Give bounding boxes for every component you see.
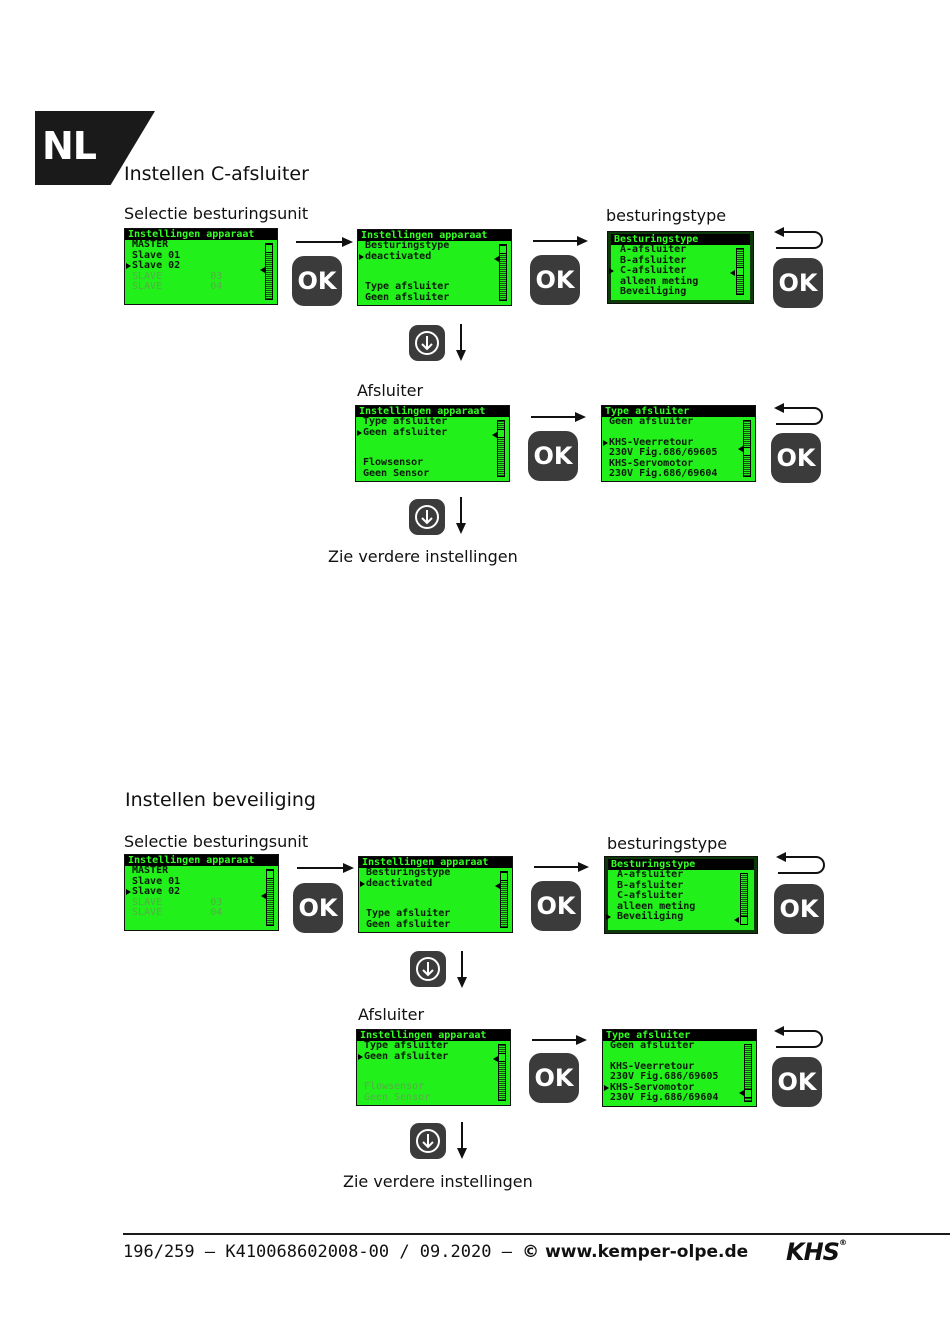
arrow-down-icon: [420, 960, 436, 978]
lcd-row: Type afsluiter: [364, 1040, 449, 1051]
lcd-row-selected: Geen afsluiter: [357, 1052, 510, 1063]
lcd-row: B-afsluiter: [620, 254, 687, 266]
lcd-device-settings: [358, 856, 513, 933]
lcd-row: Besturingstype: [365, 240, 450, 251]
lcd-row: Type afsluiter: [366, 908, 451, 919]
lcd-row-selected: C-afsluiter: [608, 266, 753, 277]
ok-button[interactable]: OK: [772, 1057, 822, 1107]
caption-valve: Afsluiter: [357, 381, 424, 400]
lcd-valve-type: [601, 405, 756, 482]
lcd-control-type: [604, 856, 758, 934]
cursor-marker-icon: [730, 270, 735, 276]
lcd-row-selected: Slave 02: [125, 887, 278, 898]
footer: [123, 1242, 748, 1262]
lcd-row: Beveiliging: [620, 286, 687, 297]
lcd-row-selected: KHS-Servomotor: [603, 1083, 756, 1094]
down-key[interactable]: [410, 1123, 446, 1159]
lcd-row: Geen Sensor: [364, 1091, 431, 1103]
cursor-marker-icon: [495, 883, 500, 889]
caption-select-unit: Selectie besturingsunit: [124, 832, 309, 851]
caption-control-type: besturingstype: [606, 206, 727, 225]
footer-page-info: 196/259 – K410068602008-00 / 09.2020 –: [123, 1242, 523, 1262]
caption-control-type: besturingstype: [607, 834, 728, 853]
arrow-down-icon: [455, 951, 469, 989]
ok-button[interactable]: OK: [292, 256, 342, 306]
lcd-device-settings: [357, 229, 512, 306]
lcd-row: 230V Fig.686/69604: [609, 468, 718, 479]
cursor-marker-icon: [738, 446, 743, 452]
footer-url[interactable]: © www.kemper-olpe.de: [522, 1242, 749, 1262]
lcd-row: SLAVE 04: [132, 907, 223, 918]
lcd-row: A-afsluiter: [620, 244, 687, 255]
ok-button[interactable]: OK: [530, 255, 580, 305]
lcd-row: 230V Fig.686/69605: [609, 447, 718, 458]
lcd-row-selected: Slave 02: [125, 261, 277, 272]
return-arrow-icon: [776, 850, 830, 876]
lcd-row: Type afsluiter: [363, 416, 448, 427]
scrollbar-icon: [499, 244, 507, 301]
arrow-down-icon: [419, 508, 435, 526]
cursor-marker-icon: [739, 1090, 744, 1096]
lcd-row: 230V Fig.686/69605: [610, 1071, 719, 1082]
arrow-right-icon: [533, 235, 589, 247]
lcd-row: KHS-Veerretour: [610, 1060, 695, 1072]
lcd-row: Flowsensor: [363, 457, 424, 468]
return-arrow-icon: [774, 401, 828, 427]
lcd-row-selected: deactivated: [359, 879, 512, 890]
return-arrow-icon: [774, 225, 828, 251]
lcd-valve-settings: [355, 405, 510, 482]
return-arrow-icon: [774, 1024, 828, 1050]
lcd-header: Instellingen apparaat: [125, 855, 278, 866]
lcd-header: Instellingen apparaat: [356, 406, 509, 417]
lcd-row-selected: KHS-Veerretour: [602, 438, 755, 449]
lcd-header: Instellingen apparaat: [357, 1030, 510, 1041]
lcd-header: Instellingen apparaat: [125, 229, 277, 240]
lcd-row: Flowsensor: [364, 1081, 425, 1092]
cursor-marker-icon: [492, 432, 497, 438]
lcd-row-selected: deactivated: [358, 252, 511, 263]
scrollbar-icon: [743, 420, 751, 477]
lcd-header: Besturingstype: [611, 234, 750, 245]
lcd-row: Geen afsluiter: [609, 416, 694, 427]
scrollbar-icon: [736, 248, 744, 295]
scrollbar-icon: [744, 1044, 752, 1102]
down-key[interactable]: [410, 951, 446, 987]
lcd-row: SLAVE 04: [132, 281, 223, 292]
ok-button[interactable]: OK: [531, 881, 581, 931]
lcd-row: Geen Sensor: [363, 467, 430, 479]
lcd-valve-type: [602, 1029, 757, 1107]
ok-button[interactable]: OK: [773, 258, 823, 308]
arrow-right-icon: [297, 862, 355, 874]
lcd-row: MASTER: [132, 865, 169, 876]
lcd-row: [357, 1062, 510, 1072]
lcd-row: C-afsluiter: [617, 890, 684, 901]
arrow-down-icon: [420, 1132, 436, 1150]
caption-next-settings: Zie verdere instellingen: [343, 1172, 533, 1191]
arrow-right-icon: [532, 1034, 588, 1046]
lcd-row: Besturingstype: [366, 867, 451, 878]
lcd-header: Instellingen apparaat: [359, 857, 512, 868]
lcd-row: KHS-Servomotor: [609, 457, 694, 469]
cursor-marker-icon: [734, 917, 739, 923]
ok-button[interactable]: OK: [771, 433, 821, 483]
scrollbar-icon: [500, 871, 508, 928]
ok-button[interactable]: OK: [529, 1053, 579, 1103]
lcd-header: Besturingstype: [608, 859, 754, 870]
lcd-row: Slave 01: [132, 249, 181, 261]
footer-divider: [123, 1233, 950, 1235]
arrow-right-icon: [296, 236, 354, 248]
arrow-down-icon: [455, 1122, 469, 1160]
lcd-valve-settings: [356, 1029, 511, 1106]
lcd-row: [359, 889, 512, 899]
ok-button[interactable]: OK: [528, 431, 578, 481]
arrow-down-icon: [454, 324, 468, 362]
down-key[interactable]: [409, 499, 445, 535]
cursor-marker-icon: [261, 893, 266, 899]
section-title-c-valve: Instellen C-afsluiter: [124, 163, 309, 185]
lcd-row: MASTER: [132, 239, 169, 250]
lcd-row: alleen meting: [620, 275, 699, 287]
lcd-control-type: [607, 231, 754, 304]
lcd-row: Geen afsluiter: [365, 291, 450, 303]
lcd-header: Type afsluiter: [602, 406, 755, 417]
lcd-row: Geen afsluiter: [610, 1040, 695, 1051]
lcd-row: Geen afsluiter: [366, 918, 451, 930]
scrollbar-icon: [497, 420, 505, 477]
cursor-marker-icon: [260, 267, 265, 273]
cursor-marker-icon: [493, 1056, 498, 1062]
scrollbar-icon: [265, 243, 273, 300]
lcd-row: Type afsluiter: [365, 281, 450, 292]
lcd-row-selected: Beveiliging: [605, 912, 757, 923]
caption-select-unit: Selectie besturingsunit: [124, 204, 309, 223]
arrow-right-icon: [531, 411, 587, 423]
lcd-unit-select: [124, 228, 278, 305]
lcd-row-selected: Geen afsluiter: [356, 428, 509, 439]
lcd-header: Type afsluiter: [603, 1030, 756, 1041]
lcd-row: A-afsluiter: [617, 869, 684, 880]
language-tab-label: NL: [42, 124, 97, 168]
scrollbar-icon: [266, 869, 274, 926]
cursor-marker-icon: [494, 256, 499, 262]
arrow-down-icon: [419, 334, 435, 352]
down-key[interactable]: [409, 325, 445, 361]
ok-button[interactable]: OK: [774, 884, 824, 934]
lcd-row: alleen meting: [617, 900, 696, 912]
ok-button[interactable]: OK: [293, 883, 343, 933]
brand-logo: KHS®: [786, 1238, 846, 1266]
lcd-unit-select: [124, 854, 279, 931]
lcd-row: 230V Fig.686/69604: [610, 1092, 719, 1103]
caption-next-settings: Zie verdere instellingen: [328, 547, 518, 566]
scrollbar-icon: [740, 873, 748, 925]
caption-valve: Afsluiter: [358, 1005, 425, 1024]
lcd-row: B-afsluiter: [617, 879, 684, 891]
arrow-down-icon: [454, 497, 468, 535]
lcd-header: Instellingen apparaat: [358, 230, 511, 241]
lcd-row: [358, 262, 511, 272]
arrow-right-icon: [534, 861, 590, 873]
brand-logo-text: KHS: [786, 1238, 839, 1266]
lcd-row: Slave 01: [132, 875, 181, 887]
scrollbar-icon: [498, 1044, 506, 1101]
lcd-row: SLAVE 03: [132, 270, 223, 282]
section-title-security: Instellen beveiliging: [125, 789, 316, 811]
lcd-row: [356, 438, 509, 448]
lcd-row: SLAVE 03: [132, 896, 223, 908]
